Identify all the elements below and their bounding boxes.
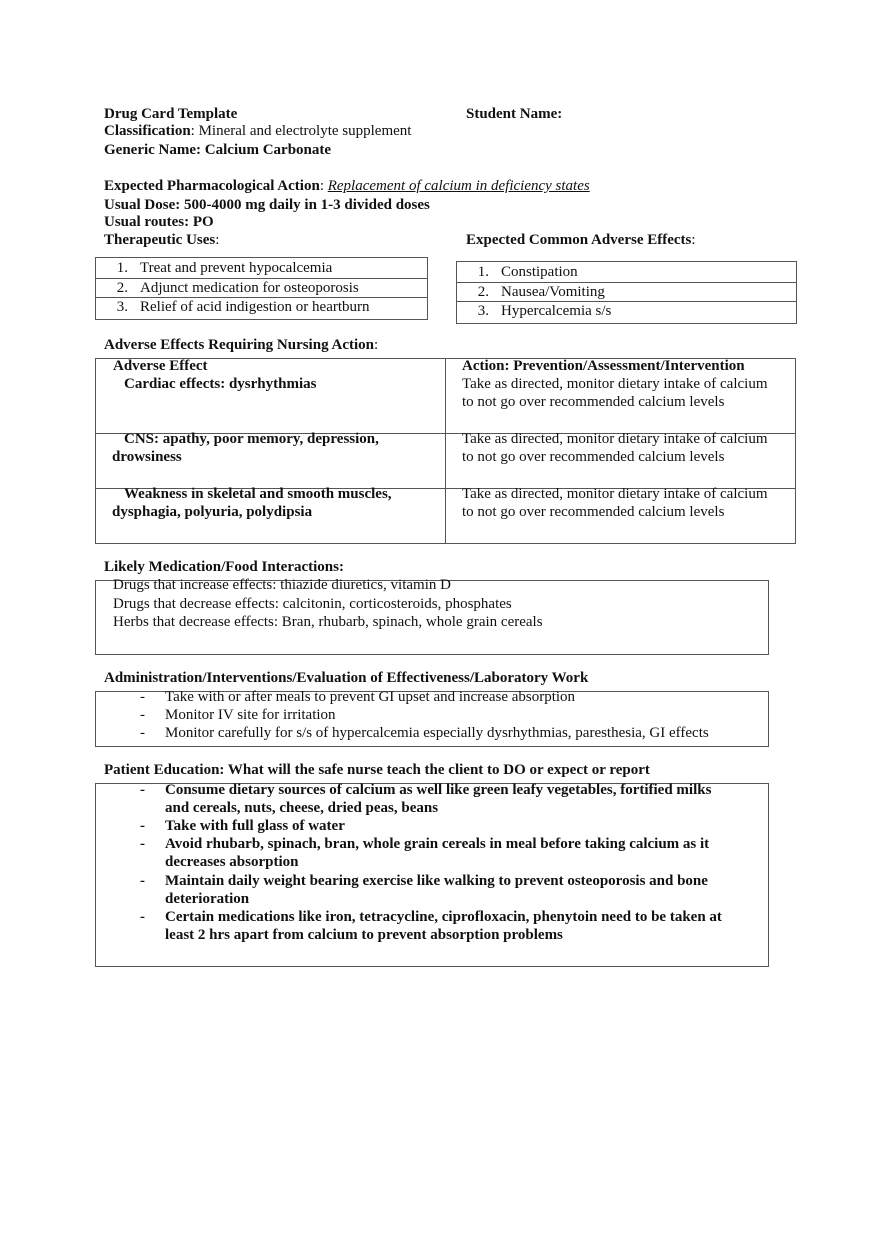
therapeutic-item: 2. Adjunct medication for osteoporosis [116,280,359,296]
education-heading: Patient Education: What will the safe nurse teach the client to DO or expect or report [104,762,650,778]
therapeutic-uses-table [95,257,428,320]
education-item-cont: decreases absorption [165,854,299,870]
effect-cell: dysphagia, polyuria, polydipsia [112,504,313,520]
classification-label: Classification [104,123,191,139]
administration-item: - Monitor IV site for irritation [140,707,336,723]
administration-item: - Take with or after meals to prevent GI upset and increase absorption [140,689,576,705]
pharmacological-action [104,177,590,195]
adverse-item: 3. Hypercalcemia s/s [477,303,612,319]
classification [104,122,411,140]
col-header-effect: Adverse Effect [113,358,208,374]
education-item-cont: least 2 hrs apart from calcium to prevent absorption problems [165,927,563,943]
action-value: Replacement of calcium in deficiency states [327,178,590,194]
therapeutic-item: 3. Relief of acid indigestion or heartburn [116,299,370,315]
action-cell: Take as directed, monitor dietary intake of calcium [462,376,768,392]
generic-name: Generic Name: Calcium Carbonate [104,142,332,158]
education-item: - Take with full glass of water [140,818,345,834]
common-adverse-heading [466,231,696,249]
therapeutic-item: 1. Treat and prevent hypocalcemia [116,260,333,276]
education-item: - Certain medications like iron, tetracycline, ciprofloxacin, phenytoin need to be taken at [140,909,722,925]
usual-dose: Usual Dose: 500-4000 mg daily in 1-3 divided doses [104,197,430,213]
card-title: Drug Card Template [104,106,238,122]
action-cell: to not go over recommended calcium levels [462,394,725,410]
effect-cell: drowsiness [112,449,182,465]
common-adverse-label: Expected Common Adverse Effects [466,232,692,248]
usual-routes: Usual routes: PO [104,214,214,230]
interactions-box [95,577,769,655]
education-item: - Avoid rhubarb, spinach, bran, whole grain cereals in meal before taking calcium as it [140,836,710,852]
administration-heading: Administration/Interventions/Evaluation of Effectiveness/Laboratory Work [104,670,589,686]
effect-cell: CNS: apathy, poor memory, depression, [124,431,379,447]
action-cell: to not go over recommended calcium levels [462,449,725,465]
common-adverse-colon: : [691,232,696,248]
common-adverse-table [456,261,797,324]
nursing-action-table [95,358,796,544]
education-item: - Maintain daily weight bearing exercise like walking to prevent osteoporosis and bone [140,873,708,889]
effect-cell: Weakness in skeletal and smooth muscles, [124,486,392,502]
classification-value: : Mineral and electrolyte supplement [190,123,412,139]
interaction-line: Drugs that increase effects: thiazide diuretics, vitamin D [113,577,451,593]
student-name-label: Student Name: [466,106,563,122]
interaction-line: Herbs that decrease effects: Bran, rhubarb, spinach, whole grain cereals [113,614,543,630]
action-cell: Take as directed, monitor dietary intake of calcium [462,486,768,502]
administration-box [95,691,769,747]
interactions-heading: Likely Medication/Food Interactions: [104,559,344,575]
action-label: Expected Pharmacological Action [104,178,320,194]
therapeutic-colon: : [215,232,220,248]
administration-item: - Monitor carefully for s/s of hypercalcemia especially dysrhythmias, paresthesia, GI effects [140,725,709,741]
interaction-line: Drugs that decrease effects: calcitonin, corticosteroids, phosphates [113,596,512,612]
action-colon: : [319,178,328,194]
education-item-cont: and cereals, nuts, cheese, dried peas, beans [165,800,439,816]
nursing-action-colon: : [374,337,379,353]
col-header-action: Action: Prevention/Assessment/Intervention [462,358,745,374]
education-item: - Consume dietary sources of calcium as well like green leafy vegetables, fortified milks [140,782,712,798]
education-item-cont: deterioration [165,891,250,907]
nursing-action-label: Adverse Effects Requiring Nursing Action [104,337,374,353]
nursing-action-heading [104,336,378,354]
adverse-item: 2. Nausea/Vomiting [477,284,605,300]
action-cell: to not go over recommended calcium levels [462,504,725,520]
action-cell: Take as directed, monitor dietary intake of calcium [462,431,768,447]
therapeutic-label: Therapeutic Uses [104,232,216,248]
therapeutic-uses-heading [104,231,219,249]
education-box [95,783,769,967]
effect-cell: Cardiac effects: dysrhythmias [124,376,317,392]
adverse-item: 1. Constipation [477,264,578,280]
